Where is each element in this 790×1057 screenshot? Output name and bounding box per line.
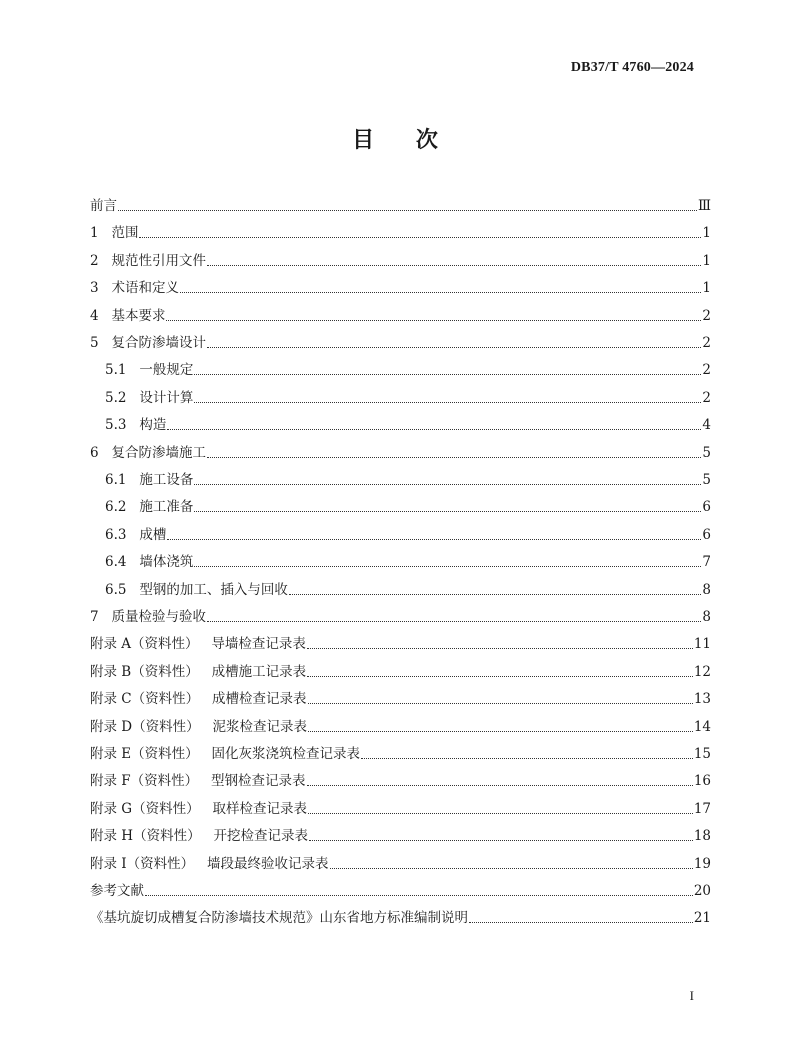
toc-entry-page: 8 (702, 581, 711, 598)
toc-entry-page: 18 (693, 828, 711, 845)
toc-dot-leader (207, 347, 701, 348)
toc-entry-page: 8 (702, 609, 711, 625)
toc-entry-label: 3 术语和定义 (90, 280, 179, 297)
toc-entry[interactable] (90, 740, 711, 762)
toc-entry-page: 1 (702, 252, 711, 269)
toc-entry-label: 5.1 一般规定 (105, 362, 194, 379)
toc-entry-page: 2 (702, 307, 711, 324)
toc-entry[interactable] (90, 685, 711, 707)
toc-entry-label: 附录 A（资料性） 导墙检查记录表 (90, 636, 306, 653)
toc-entry-page: 17 (693, 800, 711, 817)
toc-dot-leader (207, 457, 701, 458)
toc-entry[interactable] (90, 329, 711, 351)
toc-entry[interactable] (90, 192, 711, 214)
toc-entry[interactable] (90, 219, 711, 241)
toc-dot-leader (167, 429, 701, 430)
toc-entry-page: 5 (702, 444, 711, 461)
toc-entry[interactable] (105, 356, 711, 378)
toc-entry[interactable] (90, 822, 711, 844)
toc-entry[interactable] (105, 521, 711, 543)
toc-entry[interactable] (105, 576, 711, 598)
toc-dot-leader (180, 292, 701, 293)
toc-entry[interactable] (105, 493, 711, 515)
toc-entry-label: 6.4 墙体浇筑 (105, 554, 194, 571)
toc-dot-leader (139, 237, 701, 238)
toc-entry-page: 12 (693, 663, 711, 680)
toc-entry[interactable] (90, 247, 711, 269)
toc-entry-label: 附录 H（资料性） 开挖检查记录表 (90, 828, 308, 845)
toc-entry-label: 附录 F（资料性） 型钢检查记录表 (90, 773, 306, 790)
toc-entry-label: 6 复合防渗墙施工 (90, 444, 206, 461)
toc-dot-leader (307, 785, 693, 786)
toc-entry-page: 1 (702, 225, 711, 242)
toc-entry-label: 附录 C（资料性） 成槽检查记录表 (90, 691, 307, 708)
toc-entry-label: 5.3 构造 (105, 417, 167, 434)
toc-entry-page: 20 (693, 883, 711, 899)
toc-entry-page: 16 (693, 773, 711, 790)
toc-entry-page: 1 (702, 280, 711, 297)
toc-entry-label: 6.1 施工设备 (105, 472, 194, 488)
toc-entry-page: 6 (702, 499, 711, 516)
toc-dot-leader (207, 265, 701, 266)
toc-entry-page: 21 (693, 910, 711, 927)
toc-dot-leader (207, 621, 701, 622)
toc-dot-leader (194, 484, 701, 485)
toc-entry[interactable] (90, 850, 711, 872)
toc-entry-label: 附录 E（资料性） 固化灰浆浇筑检查记录表 (90, 746, 361, 762)
toc-entry-label: 6.5 型钢的加工、插入与回收 (105, 581, 288, 598)
toc-entry-page: 7 (702, 554, 711, 571)
toc-entry-page: 13 (693, 691, 711, 708)
toc-entry-label: 前言 (90, 198, 117, 214)
toc-entry-label: 参考文献 (90, 883, 144, 899)
toc-entry[interactable] (105, 411, 711, 433)
toc-dot-leader (361, 758, 693, 759)
toc-entry[interactable] (90, 658, 711, 680)
toc-dot-leader (167, 539, 701, 540)
toc-dot-leader (166, 320, 701, 321)
toc-entry[interactable] (105, 548, 711, 570)
standard-code: DB37/T 4760—2024 (570, 60, 694, 75)
toc-entry[interactable] (90, 767, 711, 789)
toc-entry-page: 14 (693, 718, 711, 735)
toc-entry[interactable] (90, 877, 711, 899)
toc-entry-label: 6.3 成槽 (105, 526, 167, 543)
toc-entry[interactable] (90, 713, 711, 735)
page-title: 目 次 (352, 128, 438, 153)
toc-entry-page: 15 (693, 746, 711, 762)
toc-entry-page: 5 (702, 472, 711, 488)
toc-entry-label: 6.2 施工准备 (105, 499, 194, 516)
toc-entry[interactable] (90, 603, 711, 625)
toc-dot-leader (307, 676, 693, 677)
toc-entry-page: 19 (693, 855, 711, 872)
toc-entry-page: 2 (702, 335, 711, 351)
toc-dot-leader (289, 594, 702, 595)
toc-entry-label: 附录 D（资料性） 泥浆检查记录表 (90, 718, 307, 735)
toc-entry-label: 附录 I（资料性） 墙段最终验收记录表 (90, 855, 329, 872)
toc-entry[interactable] (90, 795, 711, 817)
toc-entry-page: 2 (702, 362, 711, 379)
toc-dot-leader (469, 922, 693, 923)
toc-dot-leader (194, 566, 701, 567)
toc-entry-page: 4 (702, 417, 711, 434)
toc-dot-leader (308, 731, 693, 732)
toc-entry[interactable] (90, 302, 711, 324)
toc-entry-page: Ⅲ (697, 198, 711, 214)
toc-entry[interactable] (105, 466, 711, 488)
toc-entry-label: 1 范围 (90, 225, 139, 242)
toc-dot-leader (308, 703, 693, 704)
toc-entry-page: 11 (693, 636, 711, 653)
toc-dot-leader (308, 813, 693, 814)
toc-entry-label: 附录 G（资料性） 取样检查记录表 (90, 800, 307, 817)
page-number: I (689, 988, 694, 1003)
toc-entry[interactable] (105, 384, 711, 406)
toc-entry[interactable] (90, 439, 711, 461)
toc-dot-leader (118, 210, 697, 211)
toc-entry-page: 2 (702, 389, 711, 406)
toc-entry-label: 4 基本要求 (90, 307, 166, 324)
toc-entry-label: 5.2 设计计算 (105, 389, 194, 406)
toc-dot-leader (307, 648, 693, 649)
toc-entry[interactable] (90, 630, 711, 652)
toc-dot-leader (330, 868, 693, 869)
toc-entry-label: 2 规范性引用文件 (90, 252, 206, 269)
toc-entry-page: 6 (702, 526, 711, 543)
toc-dot-leader (194, 374, 701, 375)
toc-entry-label: 5 复合防渗墙设计 (90, 335, 206, 351)
toc-dot-leader (309, 840, 693, 841)
toc-dot-leader (194, 511, 701, 512)
toc-dot-leader (194, 402, 701, 403)
toc-entry[interactable] (90, 904, 711, 926)
toc-entry-label: 7 质量检验与验收 (90, 609, 206, 625)
toc-dot-leader (145, 895, 693, 896)
toc-entry-label: 《基坑旋切成槽复合防渗墙技术规范》山东省地方标准编制说明 (90, 910, 468, 927)
toc-entry-label: 附录 B（资料性） 成槽施工记录表 (90, 663, 307, 680)
toc-entry[interactable] (90, 274, 711, 296)
